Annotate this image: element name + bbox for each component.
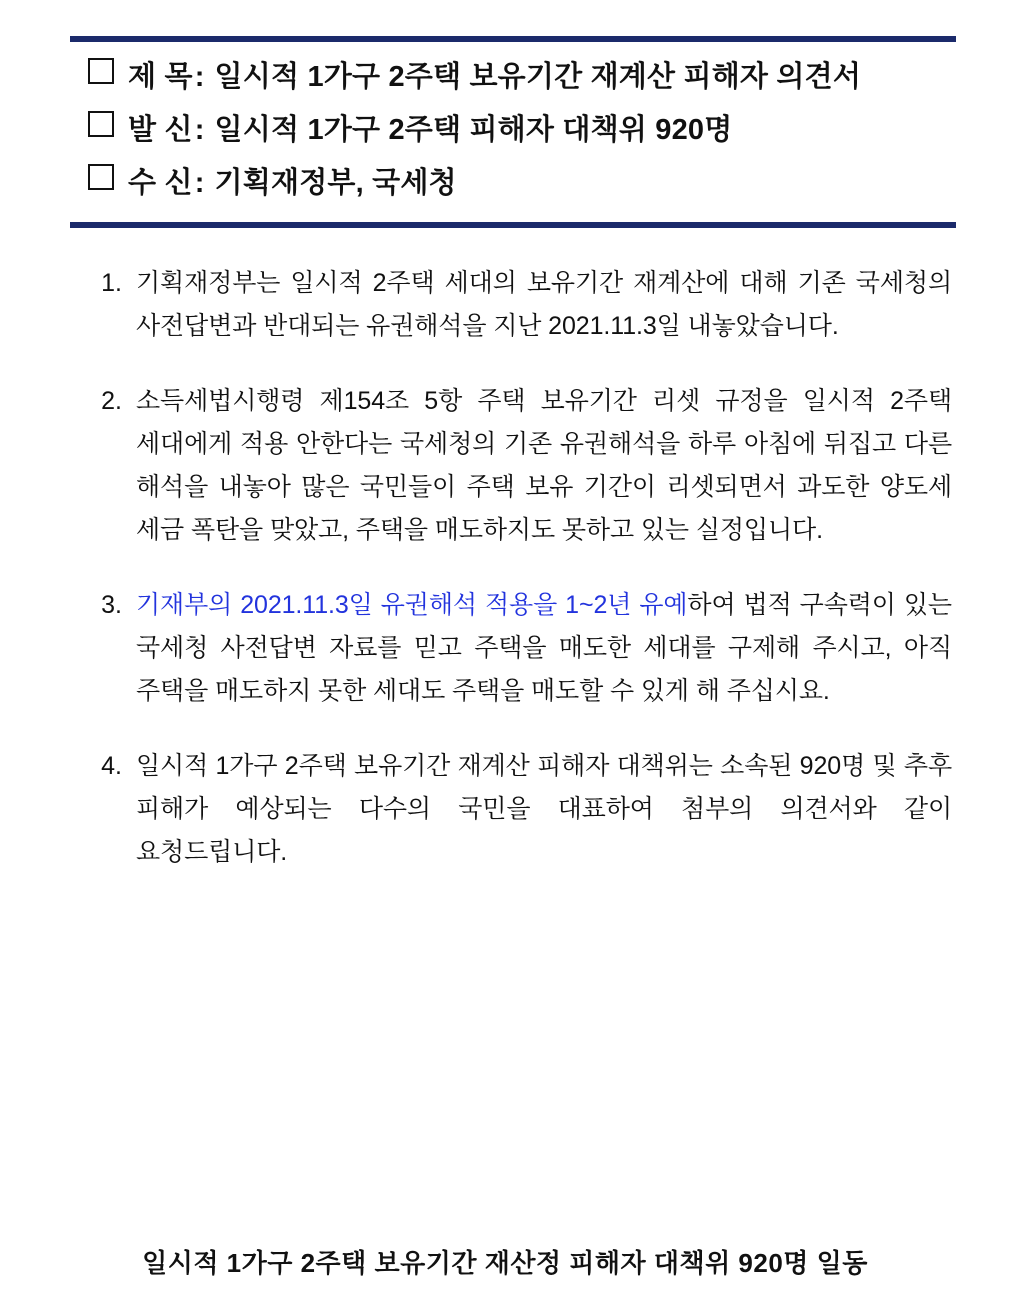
checkbox-square-icon [88,58,114,84]
header-value-sender: 일시적 1가구 2주택 피해자 대책위 920명 [214,114,733,146]
body-item-list [48,262,962,874]
header-label-sender: 발 신 [128,114,193,146]
header-label-recipient: 수 신 [128,167,193,199]
header-line-sender [88,113,962,145]
checkbox-square-icon [88,111,114,137]
header-label-title: 제 목 [128,61,193,93]
document-footer: 일시적 1가구 2주택 보유기간 재산정 피해자 대책위 920명 일동 [142,1248,868,1278]
list-item-number: 2. [101,387,122,415]
list-item-text [136,745,952,874]
list-item-number: 4. [101,752,122,780]
item-segment: 기획재정부는 일시적 2주택 세대의 보유기간 재계산에 대해 기존 국세청의 사전답변과 반대되는 유권해석을 지난 2021.11.3일 내놓았습니다. [136,269,952,340]
header-value-recipient: 기획재정부, 국세청 [214,167,457,199]
item-segment: 하여 법적 구속력이 있는 국세청 사전답변 자료를 믿고 주택을 매도한 세대를 구제해 주시고, 아직 주택을 매도하지 못한 세대도 주택을 매도할 수 있게 해 주십시요. [136,591,952,705]
list-item-number: 3. [101,591,122,619]
header-colon-recipient: : [194,167,205,199]
list-item [82,745,952,874]
document-page [0,36,1010,1316]
list-item [82,262,952,348]
header-line-title [88,60,962,92]
item-segment-highlighted: 기재부의 2021.11.3일 유권해석 적용을 1~2년 유예 [136,591,688,619]
header-colon-sender: : [194,114,205,146]
list-item-text [136,380,952,552]
list-item-text [136,262,952,348]
list-item [82,380,952,552]
list-item [82,584,952,713]
list-item-number: 1. [101,269,122,297]
header-block [88,42,962,206]
item-segment: 소득세법시행령 제154조 5항 주택 보유기간 리셋 규정을 일시적 2주택 세대에게 적용 안한다는 국세청의 기존 유권해석을 하루 아침에 뒤집고 다른 해석을 내놓아 많은 국민들이 주택 보유 기간이 리셋되면서 과도한 양도세 세금 폭탄을 맞았고, 주택을 매도하지도 못하고 있는 실정입니다. [136,387,952,544]
header-line-recipient [88,166,962,198]
list-item-text [136,584,952,713]
header-bottom-rule [70,222,956,228]
checkbox-square-icon [88,164,114,190]
header-colon-title: : [194,61,205,93]
header-value-title: 일시적 1가구 2주택 보유기간 재계산 피해자 의견서 [214,61,862,93]
item-segment: 일시적 1가구 2주택 보유기간 재계산 피해자 대책위는 소속된 920명 및 추후 피해가 예상되는 다수의 국민을 대표하여 첨부의 의견서와 같이 요청드립니다. [136,752,952,866]
